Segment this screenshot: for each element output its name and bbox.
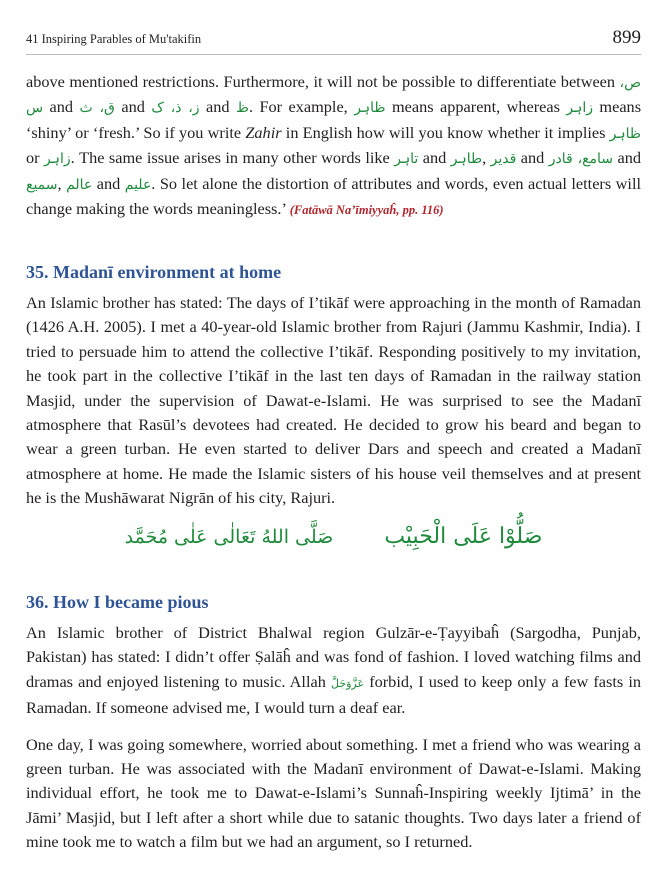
intro-block (26, 70, 641, 222)
page-header (26, 26, 641, 55)
section-heading: 35. Madanī environment at home (26, 262, 282, 282)
section-heading: 36. How I became pious (26, 592, 209, 612)
section-35 (26, 262, 641, 511)
durood-left: صَلَّى اللهُ تَعَالٰى عَلٰى مُحَمَّد (124, 526, 334, 548)
durood-line (0, 524, 667, 564)
citation: (Fatāwā Na’īmiyyaĥ, pp. 116) (289, 203, 444, 218)
section-paragraph-1: An Islamic brother of District Bhalwal region Gulzār-e-Ṭayyibaĥ (Sargodha, Punjab, Pakistan) has stated: I didn’t offer Ṣalāĥ and was fond of fashion. I loved watching films and dramas and enjoyed listening to music. Allah عَزَّوَجَلَّ forbid, I used to keep only a few fasts in Ramadan. If someone advised me, I would turn a deaf ear. (26, 623, 642, 718)
section-36 (26, 592, 641, 855)
page-number: 899 (612, 27, 641, 48)
section-paragraph: An Islamic brother has stated: The days of I’tikāf were approaching in the month of Ramadan (1426 A.H. 2005). I met a 40-year-old Islamic brother from Rajuri (Jammu Kashmir, India). I tried to persuade him to attend the collective I’tikāf. Responding positively to my invitation, he took part in the collective I’tikāf in the last ten days of Ramadan in the railway station Masjid, under the supervision of Dawat-e-Islami. He was surprised to see the Madanī atmosphere that Rasūl’s devotees had created. He decided to grow his beard and began to wear a green turban. He even started to deliver Dars and speech and created a Madanī atmosphere at home. He made the Islamic sisters of his house veil themselves and at present he is the Mushāwarat Nigrān of his city, Rajuri. (26, 293, 641, 508)
section-paragraph-2: One day, I was going somewhere, worried about something. I met a friend who was wearing a green turban. He was associated with the Madanī environment of Dawat-e-Islami. Making individual effort, he took me to Dawat-e-Islami’s Sunnaĥ-Inspiring weekly Ijtimā’ in the Jāmi’ Masjid, but I left after a short while due to satanic thoughts. Two days later a friend of mine took me to watch a film but we had an argument, so I returned. (26, 734, 641, 852)
intro-paragraph: above mentioned restrictions. Furthermore, it will not be possible to differentiate between ص، س and ق، ث and ز، ذ، ک and ظ. For example, ظاہر means apparent, whereas زاہر means ‘shiny’ or ‘fresh.’ So if you write Zahir in English how will you know whether it implies ظاہر or زاہر. The same issue arises in many other words like تاہر and طاہر, قدیر and سامع، قادر and سمیع, عالم and علیم. So let alone the distortion of attributes and words, even actual letters will change making the words meaningless.’ (Fatāwā Na’īmiyyaĥ, pp. 116) (26, 72, 642, 219)
running-title: 41 Inspiring Parables of Mu'takifin (26, 32, 202, 46)
durood-right: صَلُّوْا عَلَى الْحَبِیْب (384, 524, 543, 549)
